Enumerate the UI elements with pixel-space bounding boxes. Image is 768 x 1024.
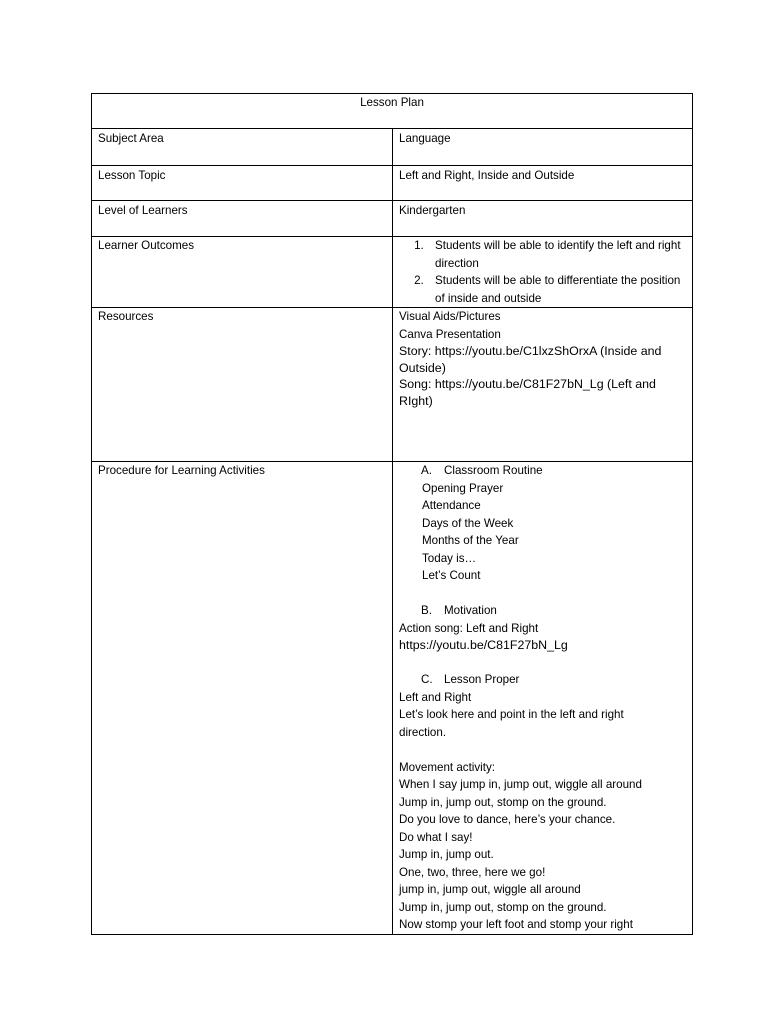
lesson-topic-value: Left and Right, Inside and Outside — [393, 166, 693, 201]
movement-line: Jump in, jump out, stomp on the ground. — [399, 900, 607, 914]
lesson-plan-title: Lesson Plan — [92, 94, 693, 129]
section-c-title: Lesson Proper — [444, 673, 520, 686]
resource-item: Canva Presentation — [399, 327, 501, 341]
section-c-heading — [399, 671, 686, 689]
subject-area-value: Language — [393, 129, 693, 166]
movement-line: Now stomp your left foot and stomp your right — [399, 918, 633, 931]
song-link-text: Song: https://youtu.be/C81F27bN_Lg (Left and RIght) — [399, 377, 656, 408]
level-of-learners-label: Level of Learners — [92, 201, 393, 237]
table-row-subject-area — [92, 129, 693, 166]
routine-item: Months of the Year — [422, 534, 519, 547]
section-b-title: Motivation — [444, 604, 497, 617]
section-a-marker: A. — [421, 464, 432, 477]
section-b-heading — [399, 602, 686, 620]
subject-area-label: Subject Area — [92, 129, 393, 166]
learner-outcomes-list — [399, 237, 686, 307]
motivation-link-text: https://youtu.be/C81F27bN_Lg — [399, 638, 568, 652]
lesson-topic-label: Lesson Topic — [92, 166, 393, 201]
routine-item: Attendance — [422, 499, 481, 512]
routine-item: Opening Prayer — [422, 481, 504, 495]
movement-line: jump in, jump out, wiggle all around — [399, 883, 581, 896]
movement-line: Jump in, jump out. — [399, 848, 494, 861]
lesson-line: Let’s look here and point in the left and right — [399, 708, 624, 721]
table-row-resources — [92, 308, 693, 462]
outcome-item: 2. Students will be able to differentiate the position of inside and outside — [427, 272, 686, 307]
title-row — [92, 94, 693, 129]
routine-item: Days of the Week — [422, 516, 514, 530]
movement-line: Do what I say! — [399, 830, 473, 844]
resource-item: Visual Aids/Pictures — [399, 310, 501, 323]
level-of-learners-value: Kindergarten — [393, 201, 693, 237]
table-row-procedure — [92, 462, 693, 935]
table-row-lesson-topic — [92, 166, 693, 201]
resources-cell — [393, 308, 693, 462]
spacer — [399, 585, 686, 603]
procedure-cell — [393, 462, 693, 935]
section-a-title: Classroom Routine — [444, 464, 543, 477]
table-row-learner-outcomes — [92, 237, 693, 308]
spacer — [399, 654, 686, 672]
routine-item: Let’s Count — [422, 569, 481, 582]
movement-line: Jump in, jump out, stomp on the ground. — [399, 795, 607, 809]
section-a-heading — [399, 462, 686, 480]
routine-item: Today is… — [422, 551, 477, 565]
lesson-line: direction. — [399, 725, 447, 739]
movement-line: One, two, three, here we go! — [399, 865, 546, 879]
section-c-marker: C. — [421, 673, 433, 686]
movement-line: When I say jump in, jump out, wiggle all around — [399, 778, 642, 791]
lesson-plan-table — [91, 93, 693, 935]
movement-activity-title: Movement activity: — [399, 760, 495, 774]
outcome-item: 1. Students will be able to identify the left and right direction — [427, 237, 686, 272]
movement-line: Do you love to dance, here’s your chance. — [399, 813, 616, 826]
spacer — [399, 741, 686, 759]
learner-outcomes-cell — [393, 237, 693, 308]
resources-label: Resources — [92, 308, 393, 462]
table-row-level-of-learners — [92, 201, 693, 237]
section-b-marker: B. — [421, 604, 432, 617]
action-song-text: Action song: Left and Right — [399, 621, 539, 635]
story-link-text: Story: https://youtu.be/C1lxzShOrxA (Inside and Outside) — [399, 344, 662, 375]
procedure-label: Procedure for Learning Activities — [92, 462, 393, 935]
learner-outcomes-label: Learner Outcomes — [92, 237, 393, 308]
lesson-line: Left and Right — [399, 690, 472, 704]
